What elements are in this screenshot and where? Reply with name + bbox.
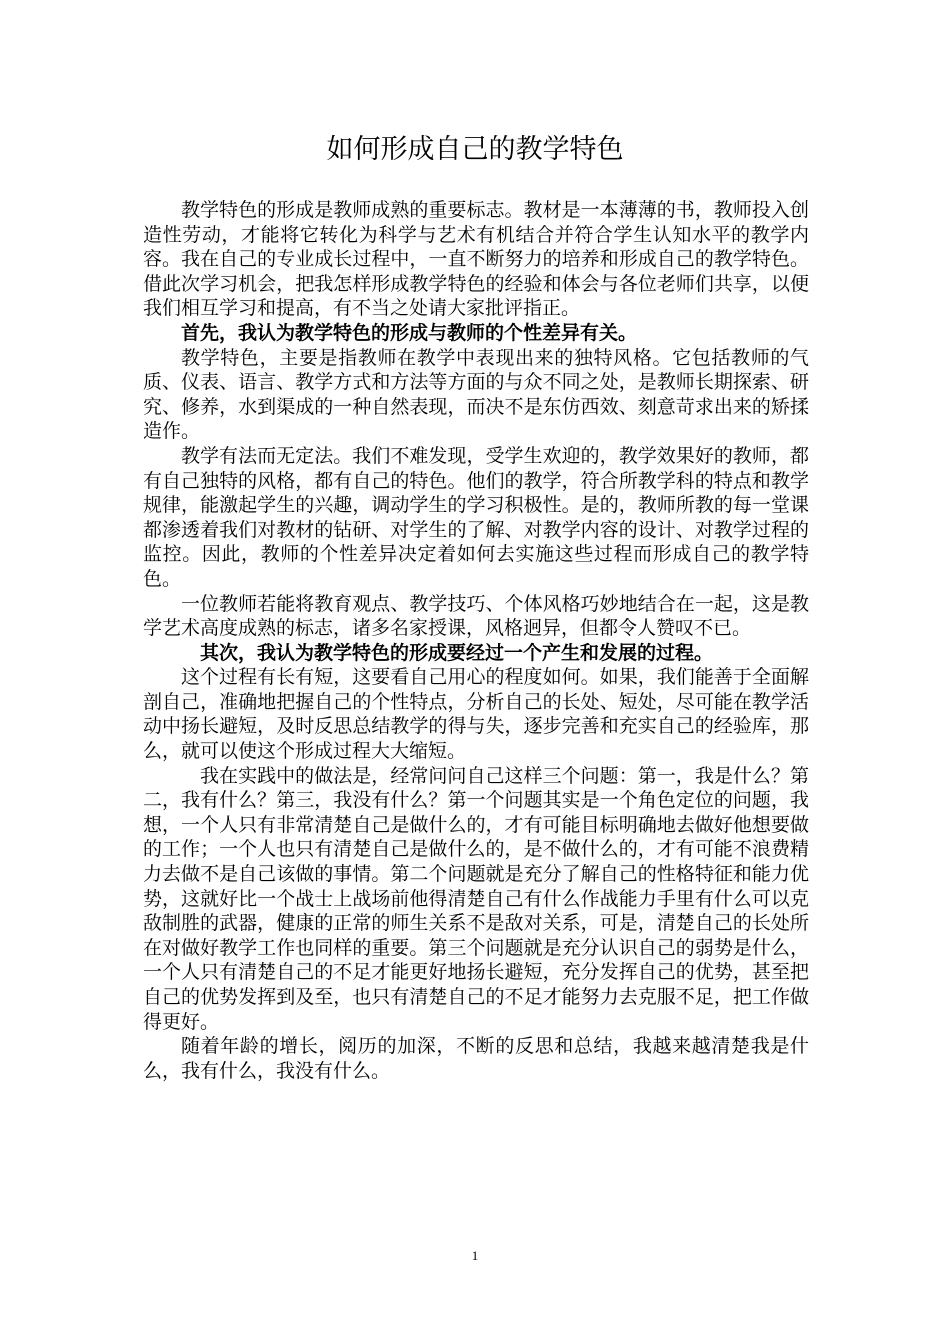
paragraph-teaching-art: 一位教师若能将教育观点、教学技巧、个体风格巧妙地结合在一起，这是教学艺术高度成熟的标志，诸多名家授课，风格迥异，但都令人赞叹不已。 <box>143 592 809 640</box>
paragraph-intro: 教学特色的形成是教师成熟的重要标志。教材是一本薄薄的书，教师投入创造性劳动，才能将它转化为科学与艺术有机结合并符合学生认知水平的教学内容。我在自己的专业成长过程中，一直不断努力的培养和形成自己的教学特色。借此次学习机会，把我怎样形成教学特色的经验和体会与各位老师们共享，以便我们相互学习和提高，有不当之处请大家批评指正。 <box>143 199 809 320</box>
document-body <box>143 198 809 1083</box>
paragraph-no-fixed-method: 教学有法而无定法。我们不难发现，受学生欢迎的，教学效果好的教师，都有自己独特的风格，都有自己的特色。他们的教学，符合所教学科的特点和教学规律，能激起学生的兴趣，调动学生的学习积极性。是的，教师所教的每一堂课都渗透着我们对教材的钻研、对学生的了解、对教学内容的设计、对教学过程的监控。因此，教师的个性差异决定着如何去实施这些过程而形成自己的教学特色。 <box>143 444 809 590</box>
section-heading-second: 其次，我认为教学特色的形成要经过一个产生和发展的过程。 <box>200 641 714 664</box>
page-number: 1 <box>471 1248 479 1263</box>
section-heading-first: 首先，我认为教学特色的形成与教师的个性差异有关。 <box>181 321 638 344</box>
paragraph-three-questions: 我在实践中的做法是，经常问问自己这样三个问题：第一，我是什么？第二，我有什么？第三，我没有什么？第一个问题其实是一个角色定位的问题，我想，一个人只有非常清楚自己是做什么的，才有可能目标明确地去做好他想要做的工作；一个人也只有清楚自己是做什么的，是不做什么的，才有可能不浪费精力去做不是自己该做的事情。第二个问题就是充分了解自己的性格特征和能力优势，这就好比一个战士上战场前他得清楚自己有什么作战能力手里有什么可以克敌制胜的武器，健康的正常的师生关系不是敌对关系，可是，清楚自己的长处所在对做好教学工作也同样的重要。第三个问题就是充分认识自己的弱势是什么，一个人只有清楚自己的不足才能更好地扬长避短，充分发挥自己的优势，甚至把自己的优势发挥到及至，也只有清楚自己的不足才能努力去克服不足，把工作做得更好。 <box>143 764 809 1033</box>
document-title: 如何形成自己的教学特色 <box>326 134 624 165</box>
paragraph-conclusion: 随着年龄的增长，阅历的加深，不断的反思和总结，我越来越清楚我是什么，我有什么，我没有什么。 <box>143 1035 809 1082</box>
paragraph-feature-definition: 教学特色，主要是指教师在教学中表现出来的独特风格。它包括教师的气质、仪表、语言、教学方式和方法等方面的与众不同之处，是教师长期探索、研究、修养，水到渠成的一种自然表现，而决不是东仿西效、刻意苛求出来的矫揉造作。 <box>143 346 809 443</box>
paragraph-process-length: 这个过程有长有短，这要看自己用心的程度如何。如果，我们能善于全面解剖自己，准确地把握自己的个性特点，分析自己的长处、短处，尽可能在教学活动中扬长避短，及时反思总结教学的得与失，逐步完善和充实自己的经验库，那么，就可以使这个形成过程大大缩短。 <box>143 666 809 763</box>
